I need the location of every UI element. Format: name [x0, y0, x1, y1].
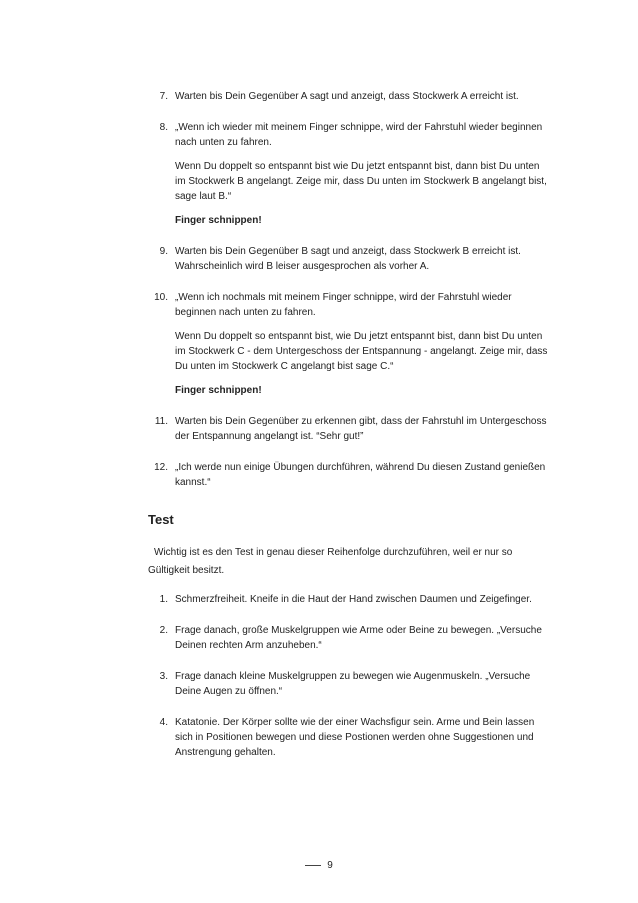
- item-text: Schmerzfreiheit. Kneife in die Haut der Hand zwischen Daumen und Zeigefinger.: [175, 594, 532, 605]
- item-text: Warten bis Dein Gegenüber A sagt und anzeigt, dass Stockwerk A erreicht ist.: [175, 91, 519, 102]
- item-number: 11.: [154, 416, 168, 427]
- item-text: Wenn Du doppelt so entspannt bist, wie Du jetzt entspannt bist, dann bist Du unten im Stockwerk C - dem Untergeschoss der Entspannung - angelangt. Zeige mir, dass Du unten im Stockwerk C angelangt bist sage C.“: [175, 331, 548, 372]
- item-number: 8.: [159, 122, 168, 133]
- item-number: 4.: [159, 717, 168, 728]
- instruction-bold: Finger schnippen!: [175, 385, 262, 396]
- item-text: Wenn Du doppelt so entspannt bist wie Du jetzt entspannt bist, dann bist Du unten im Stockwerk B angelangt. Zeige mir, dass Du unten im Stockwerk B angelangt bist, sage laut B.“: [175, 161, 547, 202]
- item-number: 2.: [159, 625, 168, 636]
- list-item: [148, 414, 548, 444]
- item-text: „Ich werde nun einige Übungen durchführen, während Du diesen Zustand genießen kannst.“: [175, 462, 546, 488]
- page-number: 9: [327, 860, 333, 871]
- item-number: 12.: [154, 462, 168, 473]
- instruction-bold: Finger schnippen!: [175, 215, 262, 226]
- item-text: Katatonie. Der Körper sollte wie der einer Wachsfigur sein. Arme und Bein lassen sich in Positionen bewegen und diese Postionen werden ohne Suggestionen und Anstrengung gehalten.: [175, 717, 535, 758]
- list-item: [148, 120, 548, 228]
- steps-list: [148, 89, 548, 506]
- list-item: [148, 623, 548, 653]
- item-number: 10.: [154, 292, 168, 303]
- item-text: Frage danach, große Muskelgruppen wie Arme oder Beine zu bewegen. „Versuche Deinen rechten Arm anzuheben.“: [175, 625, 542, 651]
- test-list: [148, 592, 548, 776]
- list-item: [148, 669, 548, 699]
- page-footer: [0, 860, 638, 871]
- list-item: [148, 715, 548, 760]
- item-text: Frage danach kleine Muskelgruppen zu bewegen wie Augenmuskeln. „Versuche Deine Augen zu öffnen.“: [175, 671, 531, 697]
- item-number: 7.: [159, 91, 168, 102]
- list-item: [148, 592, 548, 607]
- item-number: 3.: [159, 671, 168, 682]
- list-item: [148, 460, 548, 490]
- item-text: Warten bis Dein Gegenüber zu erkennen gibt, dass der Fahrstuhl im Untergeschoss der Entspannung angelangt ist. “Sehr gut!”: [175, 416, 547, 442]
- item-text: „Wenn ich wieder mit meinem Finger schnippe, wird der Fahrstuhl wieder beginnen nach unten zu fahren.: [175, 122, 543, 148]
- list-item: [148, 244, 548, 274]
- list-item: [148, 290, 548, 398]
- item-text: Warten bis Dein Gegenüber B sagt und anzeigt, dass Stockwerk B erreicht ist. Wahrscheinlich wird B leiser ausgesprochen als vorher A.: [175, 246, 521, 272]
- section-heading: Test: [148, 512, 174, 527]
- footer-rule: [305, 865, 321, 866]
- item-number: 1.: [159, 594, 168, 605]
- section-intro: Wichtig ist es den Test in genau dieser Reihenfolge durchzuführen, weil er nur so Gültigkeit besitzt.: [148, 547, 513, 576]
- item-text: „Wenn ich nochmals mit meinem Finger schnippe, wird der Fahrstuhl wieder beginnen nach unten zu fahren.: [175, 292, 512, 318]
- list-item: [148, 89, 548, 104]
- item-number: 9.: [159, 246, 168, 257]
